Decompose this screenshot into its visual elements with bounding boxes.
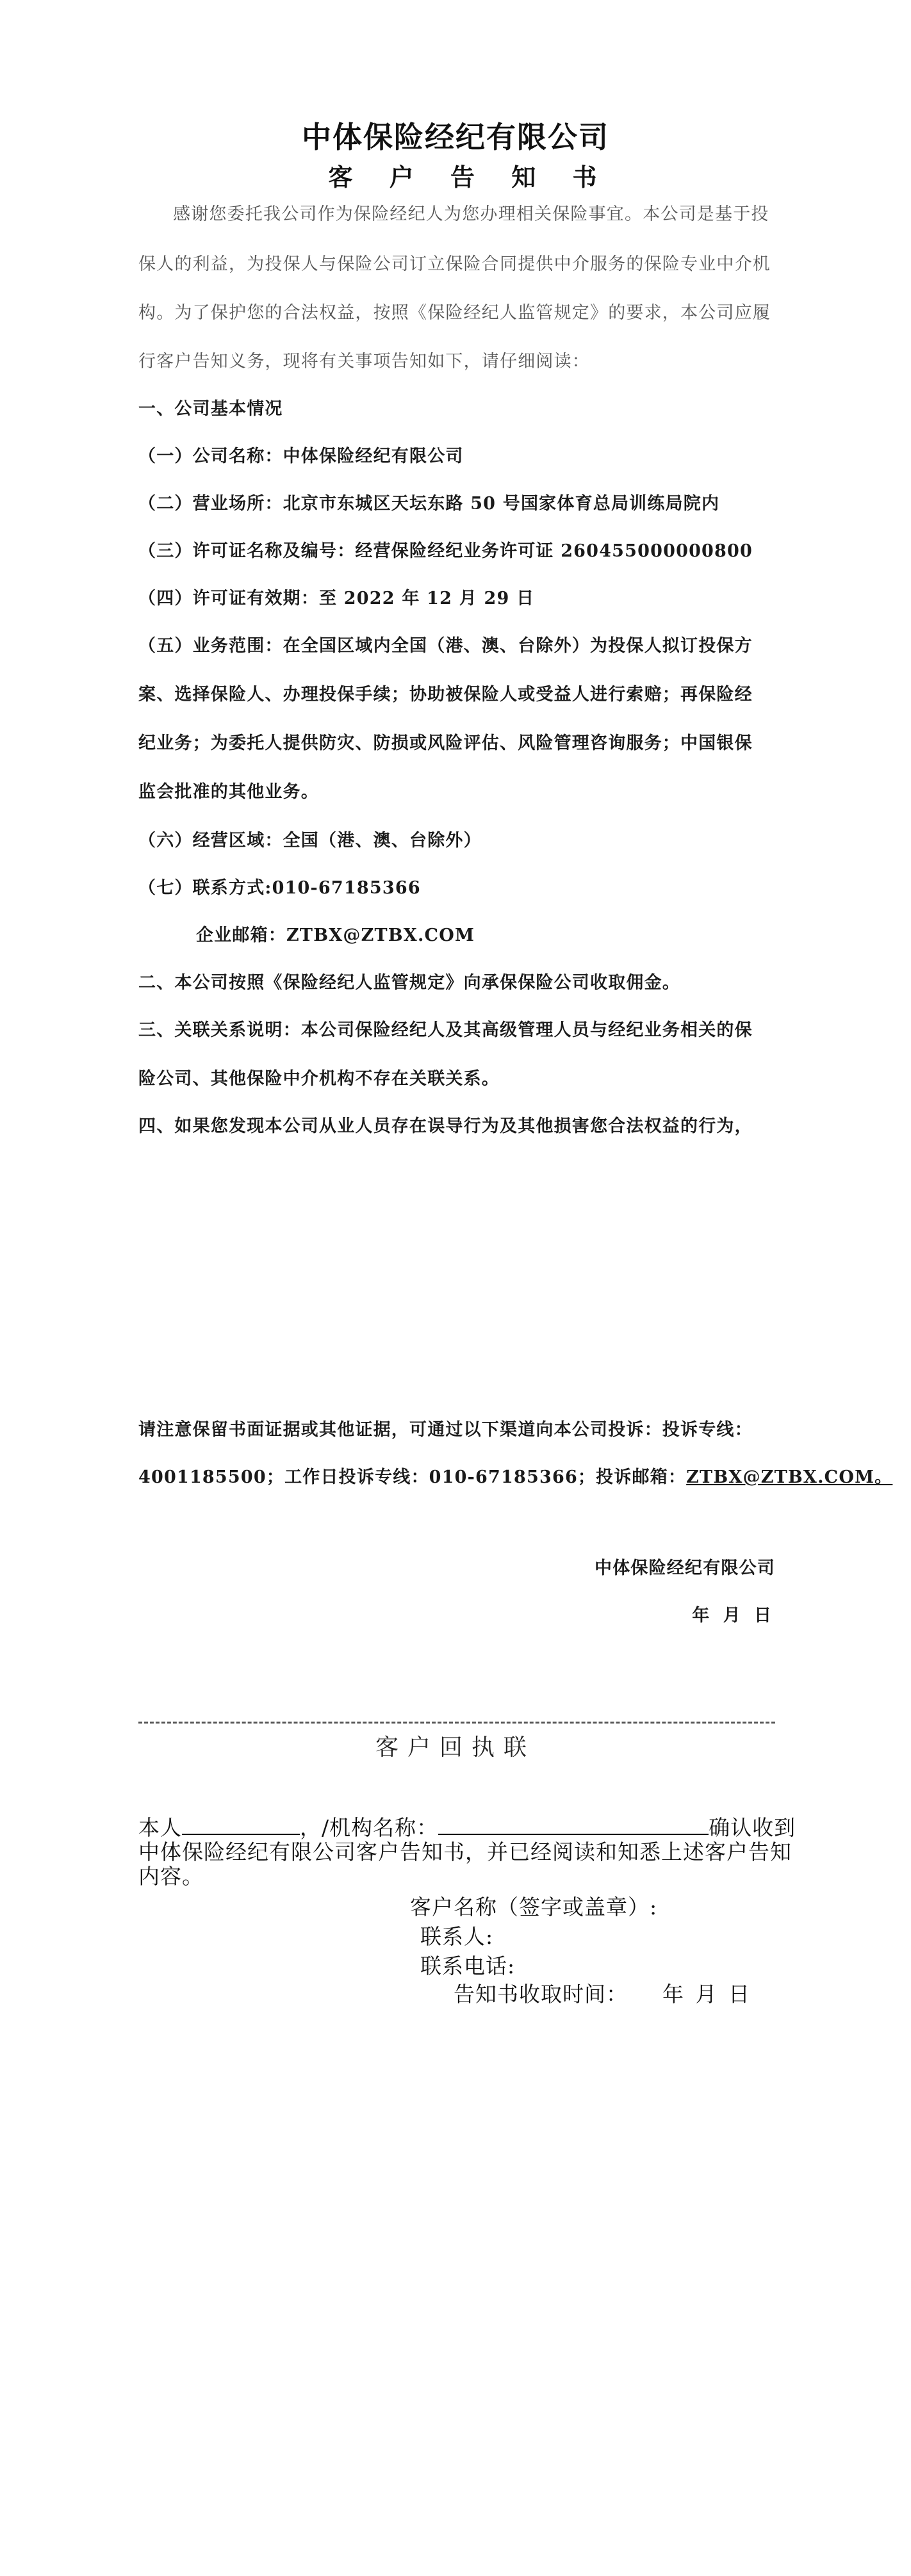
document-title: 客 户 告 知 书 bbox=[328, 163, 611, 192]
business-address-item: （二）营业场所：北京市东城区天坛东路 50 号国家体育总局训练局院内 bbox=[138, 494, 720, 514]
intro-line-2: 保人的利益，为投保人与保险公司订立保险合同提供中介服务的保险专业中介机 bbox=[138, 254, 771, 274]
region-item: （六）经营区域：全国（港、澳、台除外） bbox=[138, 831, 482, 851]
tear-off-divider bbox=[138, 1722, 775, 1724]
customer-signature-label: 客户名称（签字或盖章）: bbox=[410, 1895, 658, 1920]
signature-date: 年 月 日 bbox=[692, 1606, 775, 1626]
company-title: 中体保险经纪有限公司 bbox=[302, 120, 609, 154]
contact-person-label: 联系人: bbox=[420, 1924, 494, 1949]
complaint-line-1: 请注意保留书面证据或其他证据，可通过以下渠道向本公司投诉：投诉专线： bbox=[138, 1420, 753, 1440]
scope-line-2: 案、选择保险人、办理投保手续；协助被保险人或受益人进行索赔；再保险经 bbox=[138, 685, 753, 705]
section3-line-2: 险公司、其他保险中介机构不存在关联关系。 bbox=[138, 1069, 500, 1089]
contact-item: （七）联系方式:010-67185366 bbox=[138, 878, 421, 898]
scope-line-1: （五）业务范围：在全国区域内全国（港、澳、台除外）为投保人拟订投保方 bbox=[138, 636, 753, 656]
section1-heading: 一、公司基本情况 bbox=[138, 399, 283, 419]
receipt-confirm-label: 确认收到 bbox=[709, 1815, 796, 1840]
company-name-item: （一）公司名称：中体保险经纪有限公司 bbox=[138, 446, 464, 466]
complaint-line-2 bbox=[138, 1463, 892, 1488]
license-validity-item: （四）许可证有效期：至 2022 年 12 月 29 日 bbox=[138, 589, 535, 608]
section2-text: 二、本公司按照《保险经纪人监管规定》向承保保险公司收取佣金。 bbox=[138, 973, 680, 993]
signature-company: 中体保险经纪有限公司 bbox=[595, 1558, 775, 1578]
receipt-line-3: 内容。 bbox=[138, 1864, 204, 1889]
complaint-email-link[interactable]: ZTBX@ZTBX.COM。 bbox=[686, 1467, 893, 1487]
org-name-blank[interactable] bbox=[438, 1814, 709, 1835]
scope-line-3: 纪业务；为委托人提供防灾、防损或风险评估、风险管理咨询服务；中国银保 bbox=[138, 733, 753, 753]
license-item: （三）许可证名称及编号：经营保险经纪业务许可证 260455000000800 bbox=[138, 541, 753, 561]
receive-time-label: 告知书收取时间： bbox=[454, 1982, 628, 2007]
receipt-title: 客户回执联 bbox=[375, 1734, 536, 1761]
receipt-line-2: 中体保险经纪有限公司客户告知书，并已经阅读和知悉上述客户告知 bbox=[138, 1839, 792, 1864]
intro-line-4: 行客户告知义务，现将有关事项告知如下，请仔细阅读： bbox=[138, 352, 590, 371]
section3-line-1: 三、关联关系说明：本公司保险经纪人及其高级管理人员与经纪业务相关的保 bbox=[138, 1020, 753, 1040]
receipt-self-label: 本人 bbox=[138, 1815, 182, 1840]
complaint-phones: 4001185500；工作日投诉专线：010-67185366；投诉邮箱： bbox=[138, 1467, 687, 1487]
receipt-org-label: ，/机构名称： bbox=[300, 1815, 439, 1840]
scope-line-4: 监会批准的其他业务。 bbox=[138, 782, 319, 802]
intro-line-3: 构。为了保护您的合法权益，按照《保险经纪人监管规定》的要求，本公司应履 bbox=[138, 303, 771, 323]
receive-date: 年 月 日 bbox=[662, 1982, 752, 2007]
intro-line-1: 感谢您委托我公司作为保险经纪人为您办理相关保险事宜。本公司是基于投 bbox=[173, 204, 769, 224]
contact-phone-label: 联系电话: bbox=[420, 1953, 516, 1978]
section4-text: 四、如果您发现本公司从业人员存在误导行为及其他损害您合法权益的行为， bbox=[138, 1116, 753, 1136]
email-item: 企业邮箱：ZTBX@ZTBX.COM bbox=[196, 925, 475, 945]
customer-name-blank[interactable] bbox=[182, 1814, 300, 1835]
